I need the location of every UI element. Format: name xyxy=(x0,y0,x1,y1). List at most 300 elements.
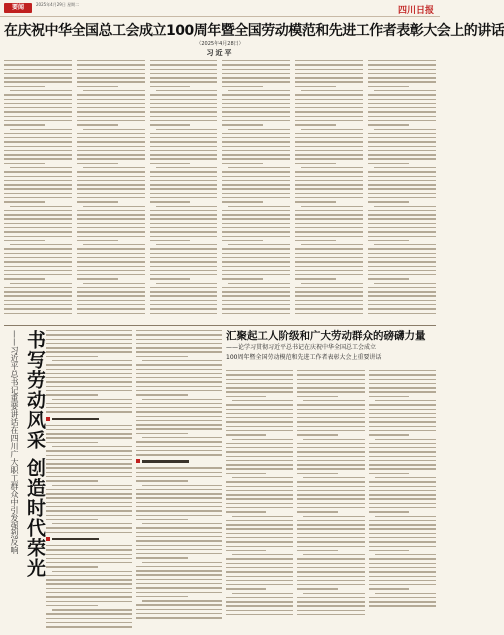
text-line xyxy=(4,99,72,100)
text-line xyxy=(222,240,263,241)
text-line xyxy=(368,236,436,237)
text-line xyxy=(156,129,218,130)
subsection-marker xyxy=(46,537,50,541)
text-line xyxy=(297,447,364,448)
text-line xyxy=(222,111,290,112)
text-line xyxy=(10,90,72,91)
text-line xyxy=(369,558,436,559)
text-line xyxy=(226,533,293,534)
text-line xyxy=(297,490,364,491)
text-line xyxy=(369,396,409,397)
text-line xyxy=(295,180,363,181)
text-line xyxy=(136,433,188,434)
text-line xyxy=(150,197,218,198)
text-line xyxy=(10,206,72,207)
text-line xyxy=(222,193,290,194)
text-line xyxy=(4,304,72,305)
text-line xyxy=(46,489,132,490)
text-line xyxy=(222,261,290,262)
text-line xyxy=(4,163,45,164)
text-line xyxy=(77,154,145,155)
text-line xyxy=(295,274,363,275)
text-line xyxy=(46,330,132,331)
text-line xyxy=(295,163,336,164)
text-line xyxy=(136,394,188,395)
text-line xyxy=(136,540,222,541)
speech-column xyxy=(295,60,363,322)
text-line xyxy=(226,396,266,397)
text-line xyxy=(46,351,132,352)
text-line xyxy=(297,597,364,598)
text-line xyxy=(222,300,290,301)
text-line xyxy=(136,476,222,477)
text-line xyxy=(222,171,290,172)
text-line xyxy=(297,464,364,465)
text-line xyxy=(295,188,363,189)
text-line xyxy=(222,257,290,258)
text-line xyxy=(77,124,118,125)
text-line xyxy=(369,605,436,606)
text-line xyxy=(368,295,436,296)
text-line xyxy=(297,430,364,431)
text-line xyxy=(369,447,436,448)
text-line xyxy=(46,601,132,602)
text-line xyxy=(226,370,293,371)
text-line xyxy=(295,253,363,254)
text-line xyxy=(295,116,363,117)
text-line xyxy=(77,103,145,104)
text-line xyxy=(226,426,293,427)
text-line xyxy=(150,116,218,117)
text-line xyxy=(46,575,132,576)
text-line xyxy=(369,391,436,392)
text-line xyxy=(297,507,364,508)
text-line xyxy=(295,304,363,305)
text-line xyxy=(136,377,222,378)
speech-byline: 习近平 xyxy=(206,49,234,57)
text-line xyxy=(295,270,363,271)
text-line xyxy=(150,124,191,125)
text-line xyxy=(369,490,436,491)
text-line xyxy=(150,163,191,164)
text-line xyxy=(136,390,222,391)
text-line xyxy=(222,133,290,134)
text-line xyxy=(222,197,290,198)
commentary-subtitle-line1: ——论学习贯彻习近平总书记在庆祝中华全国总工会成立 xyxy=(226,344,377,351)
text-line xyxy=(368,81,436,82)
text-line xyxy=(369,374,436,375)
text-line xyxy=(136,472,222,473)
text-line xyxy=(136,330,222,331)
text-line xyxy=(46,343,132,344)
text-line xyxy=(222,99,290,100)
text-line xyxy=(368,240,409,241)
text-line xyxy=(222,287,290,288)
text-line xyxy=(228,283,290,284)
text-line xyxy=(136,609,222,610)
text-line xyxy=(369,524,436,525)
text-line xyxy=(77,158,145,159)
text-line xyxy=(369,550,409,551)
text-line xyxy=(10,283,72,284)
text-line xyxy=(46,425,132,426)
text-line xyxy=(232,439,293,440)
text-line xyxy=(295,197,363,198)
text-line xyxy=(301,167,363,168)
text-line xyxy=(4,248,72,249)
text-line xyxy=(297,413,364,414)
commentary-story xyxy=(226,330,436,628)
text-line xyxy=(368,60,436,61)
commentary-column xyxy=(226,370,293,628)
text-line xyxy=(295,184,363,185)
text-line xyxy=(83,90,145,91)
text-line xyxy=(46,506,132,507)
text-line xyxy=(303,554,364,555)
text-line xyxy=(369,520,436,521)
text-line xyxy=(295,137,363,138)
text-line xyxy=(222,231,290,232)
text-line xyxy=(222,248,290,249)
text-line xyxy=(232,516,293,517)
text-line xyxy=(77,81,145,82)
text-line xyxy=(297,563,364,564)
text-line xyxy=(369,528,436,529)
text-line xyxy=(136,574,222,575)
text-line xyxy=(46,364,132,365)
text-line xyxy=(226,601,293,602)
text-line xyxy=(228,167,290,168)
text-line xyxy=(295,171,363,172)
text-line xyxy=(375,554,436,555)
text-line xyxy=(4,287,72,288)
text-line xyxy=(369,468,436,469)
text-line xyxy=(369,409,436,410)
text-line xyxy=(136,489,222,490)
text-line xyxy=(222,313,290,314)
text-line xyxy=(150,60,218,61)
text-line xyxy=(375,439,436,440)
text-line xyxy=(150,210,218,211)
text-line xyxy=(46,429,132,430)
text-line xyxy=(222,86,263,87)
text-line xyxy=(369,537,436,538)
text-line xyxy=(77,69,145,70)
text-line xyxy=(142,523,222,524)
text-line xyxy=(136,441,222,442)
text-line xyxy=(368,253,436,254)
text-line xyxy=(77,270,145,271)
text-line xyxy=(142,600,222,601)
text-line xyxy=(4,236,72,237)
text-line xyxy=(295,291,363,292)
text-line xyxy=(136,497,222,498)
text-line xyxy=(368,94,436,95)
text-line xyxy=(368,107,436,108)
text-line xyxy=(368,120,436,121)
text-line xyxy=(4,300,72,301)
text-line xyxy=(369,533,436,534)
text-line xyxy=(4,176,72,177)
text-line xyxy=(46,377,132,378)
text-line xyxy=(77,60,145,61)
text-line xyxy=(295,231,363,232)
text-line xyxy=(297,494,364,495)
text-line xyxy=(297,421,364,422)
subsection-heading-text xyxy=(142,460,189,462)
text-line xyxy=(228,90,290,91)
text-line xyxy=(297,605,364,606)
text-line xyxy=(369,473,409,474)
text-line xyxy=(368,111,436,112)
text-line xyxy=(150,313,218,314)
text-line xyxy=(156,283,218,284)
text-line xyxy=(222,308,290,309)
text-line xyxy=(295,210,363,211)
text-line xyxy=(77,214,145,215)
text-line xyxy=(4,266,72,267)
text-line xyxy=(368,77,436,78)
text-line xyxy=(4,218,72,219)
text-line xyxy=(150,154,218,155)
text-line xyxy=(46,480,98,481)
text-line xyxy=(136,407,222,408)
text-line xyxy=(222,77,290,78)
text-line xyxy=(136,339,222,340)
text-line xyxy=(4,150,72,151)
text-line xyxy=(295,81,363,82)
text-line xyxy=(297,443,364,444)
text-line xyxy=(136,446,222,447)
text-line xyxy=(222,180,290,181)
text-line xyxy=(222,274,290,275)
text-line xyxy=(46,532,132,533)
text-line xyxy=(150,236,218,237)
text-line xyxy=(4,60,72,61)
text-line xyxy=(369,387,436,388)
text-line xyxy=(297,391,364,392)
text-line xyxy=(369,434,409,435)
text-line xyxy=(46,463,132,464)
text-line xyxy=(46,356,98,357)
text-line xyxy=(375,477,436,478)
text-line xyxy=(295,313,363,314)
text-line xyxy=(77,308,145,309)
text-line xyxy=(222,253,290,254)
text-line xyxy=(136,587,222,588)
text-line xyxy=(150,64,218,65)
text-line xyxy=(77,278,118,279)
text-line xyxy=(150,188,218,189)
text-line xyxy=(136,613,222,614)
text-line xyxy=(226,434,266,435)
text-line xyxy=(368,158,436,159)
text-line xyxy=(77,257,145,258)
text-line xyxy=(369,597,436,598)
text-line xyxy=(46,334,132,335)
text-line xyxy=(150,69,218,70)
text-line xyxy=(4,308,72,309)
text-line xyxy=(374,90,436,91)
text-line xyxy=(142,360,222,361)
text-line xyxy=(77,287,145,288)
text-line xyxy=(150,214,218,215)
text-line xyxy=(150,107,218,108)
text-line xyxy=(368,308,436,309)
text-line xyxy=(226,537,293,538)
text-line xyxy=(46,497,132,498)
page-headline: 在庆祝中华全国总工会成立100周年暨全国劳动模范和先进工作者表彰大会上的讲话 xyxy=(4,23,504,39)
speech-column xyxy=(4,60,72,322)
text-line xyxy=(222,278,263,279)
text-line xyxy=(297,546,364,547)
text-line xyxy=(46,493,132,494)
text-line xyxy=(222,69,290,70)
text-line xyxy=(150,227,218,228)
text-line xyxy=(368,270,436,271)
text-line xyxy=(150,248,218,249)
text-line xyxy=(297,456,364,457)
text-line xyxy=(46,527,132,528)
text-line xyxy=(295,261,363,262)
text-line xyxy=(136,334,222,335)
text-line xyxy=(295,227,363,228)
text-line xyxy=(4,133,72,134)
text-line xyxy=(136,596,188,597)
text-line xyxy=(368,133,436,134)
text-line xyxy=(77,77,145,78)
text-line xyxy=(369,541,436,542)
text-line xyxy=(369,464,436,465)
text-line xyxy=(369,456,436,457)
text-line xyxy=(226,464,293,465)
text-line xyxy=(226,460,293,461)
text-line xyxy=(374,129,436,130)
text-line xyxy=(150,146,218,147)
text-line xyxy=(46,407,132,408)
text-line xyxy=(46,618,132,619)
text-line xyxy=(368,218,436,219)
text-line xyxy=(150,141,218,142)
text-line xyxy=(4,261,72,262)
text-line xyxy=(226,404,293,405)
text-line xyxy=(368,141,436,142)
text-line xyxy=(295,64,363,65)
speech-column xyxy=(368,60,436,322)
text-line xyxy=(83,206,145,207)
text-line xyxy=(368,188,436,189)
text-line xyxy=(228,206,290,207)
text-line xyxy=(297,451,364,452)
text-line xyxy=(136,553,222,554)
text-line xyxy=(295,94,363,95)
text-line xyxy=(295,236,363,237)
text-line xyxy=(142,562,222,563)
text-line xyxy=(226,584,293,585)
text-line xyxy=(297,614,364,615)
text-line xyxy=(374,167,436,168)
text-line xyxy=(150,133,218,134)
text-line xyxy=(369,383,436,384)
text-line xyxy=(295,111,363,112)
text-line xyxy=(150,218,218,219)
text-line xyxy=(226,550,266,551)
text-line xyxy=(150,300,218,301)
text-line xyxy=(368,184,436,185)
text-line xyxy=(297,601,364,602)
text-line xyxy=(303,400,364,401)
text-line xyxy=(46,381,132,382)
text-line xyxy=(142,485,222,486)
text-line xyxy=(368,300,436,301)
section-logo: 要闻 xyxy=(4,3,32,13)
text-line xyxy=(368,176,436,177)
text-line xyxy=(222,188,290,189)
text-line xyxy=(77,313,145,314)
text-line xyxy=(77,295,145,296)
text-line xyxy=(368,116,436,117)
text-line xyxy=(368,266,436,267)
text-line xyxy=(369,430,436,431)
text-line xyxy=(77,163,118,164)
text-line xyxy=(226,503,293,504)
text-line xyxy=(297,588,337,589)
text-line xyxy=(369,417,436,418)
text-line xyxy=(77,210,145,211)
text-line xyxy=(222,146,290,147)
commentary-headline: 汇聚起工人阶级和广大劳动群众的磅礴力量 xyxy=(226,330,426,342)
text-line xyxy=(150,77,218,78)
text-line xyxy=(369,451,436,452)
text-line xyxy=(226,443,293,444)
text-line xyxy=(150,158,218,159)
text-line xyxy=(295,266,363,267)
text-line xyxy=(222,291,290,292)
text-line xyxy=(297,567,364,568)
commentary-column xyxy=(369,370,436,628)
text-line xyxy=(369,588,409,589)
text-line xyxy=(46,347,132,348)
text-line xyxy=(295,124,336,125)
text-line xyxy=(295,308,363,309)
text-line xyxy=(46,549,132,550)
text-line xyxy=(295,214,363,215)
text-line xyxy=(52,609,132,610)
text-line xyxy=(150,270,218,271)
text-line xyxy=(77,304,145,305)
newspaper-brand: 四川日报 xyxy=(397,6,434,16)
text-line xyxy=(369,413,436,414)
text-line xyxy=(297,409,364,410)
text-line xyxy=(368,64,436,65)
text-line xyxy=(222,116,290,117)
text-line xyxy=(295,248,363,249)
text-line xyxy=(222,94,290,95)
masthead xyxy=(0,0,440,17)
text-line xyxy=(4,257,72,258)
text-line xyxy=(150,73,218,74)
text-line xyxy=(226,498,293,499)
text-line xyxy=(368,214,436,215)
text-line xyxy=(222,141,290,142)
speech-column xyxy=(77,60,145,322)
text-line xyxy=(46,369,132,370)
text-line xyxy=(156,90,218,91)
text-line xyxy=(369,507,436,508)
text-line xyxy=(295,86,336,87)
text-line xyxy=(301,244,363,245)
text-line xyxy=(77,274,145,275)
